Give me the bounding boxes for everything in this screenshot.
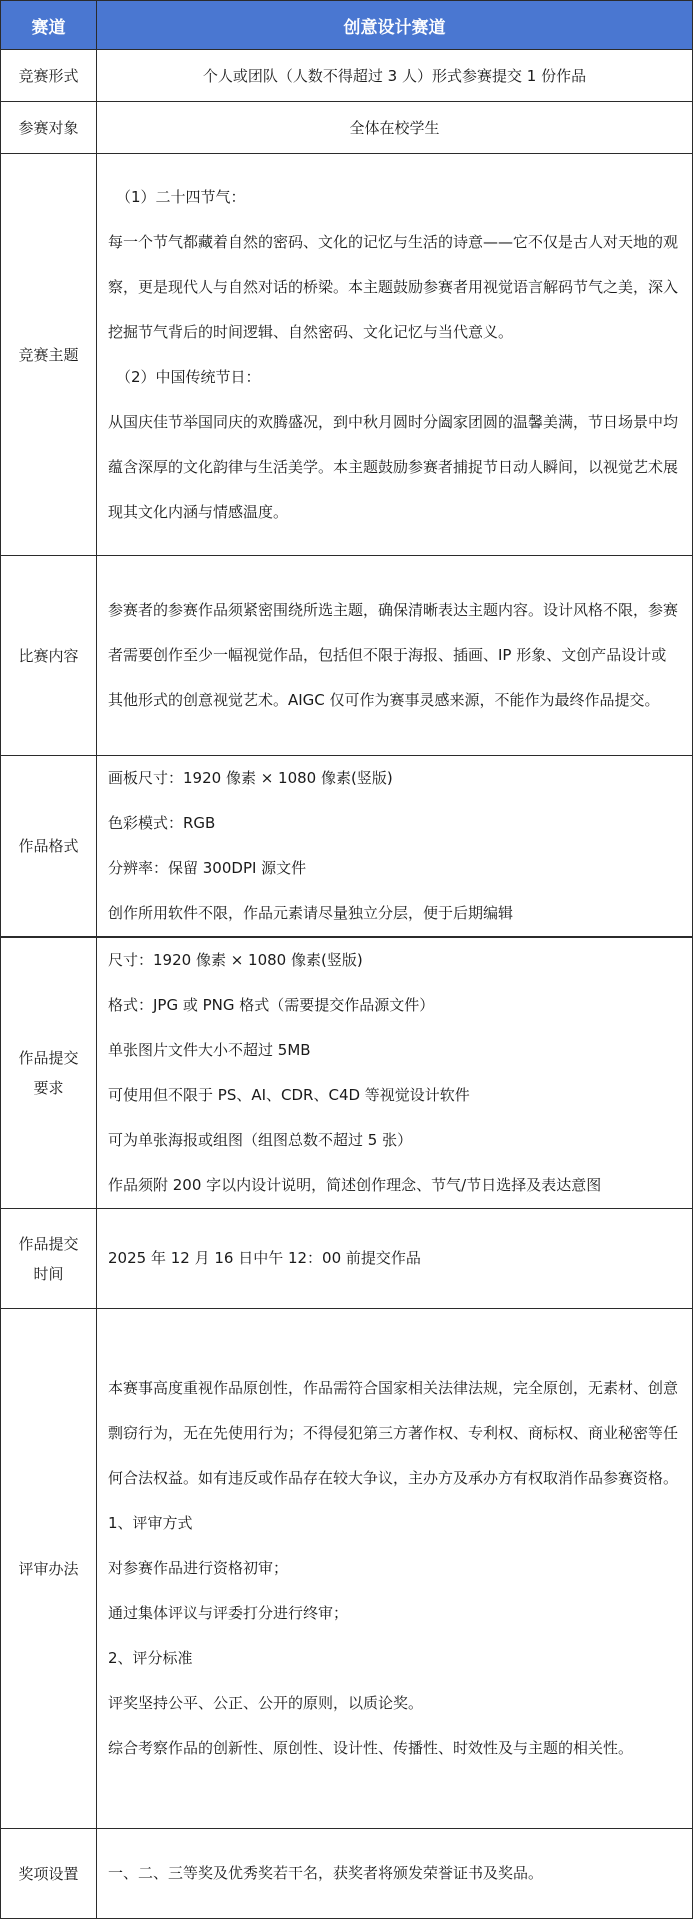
judging-content — [97, 1309, 693, 1829]
submit-line: 单张图片文件大小不超过 5MB — [108, 1041, 311, 1059]
submit-line: 可为单张海报或组图（组图总数不超过 5 张） — [108, 1131, 413, 1149]
judging-line: 综合考察作品的创新性、原创性、设计性、传播性、时效性及与主题的相关性。 — [108, 1739, 634, 1757]
submit-line: 可使用但不限于 PS、AI、CDR、C4D 等视觉设计软件 — [108, 1086, 470, 1104]
deadline-text: 2025 年 12 月 16 日中午 12：00 前提交作品 — [97, 1209, 693, 1309]
row-label-submit — [1, 938, 97, 1209]
table-row — [1, 1309, 693, 1829]
theme-heading-1: （1）二十四节气： — [116, 187, 246, 206]
spec-line: 创作所用软件不限，作品元素请尽量独立分层，便于后期编辑 — [108, 904, 514, 922]
submit-content — [97, 938, 693, 1209]
spec-line: 分辨率：保留 300DPI 源文件 — [108, 859, 307, 877]
submit-label-line1: 作品提交 — [18, 1049, 79, 1067]
judging-paragraph: 本赛事高度重视作品原创性，作品需符合国家相关法律法规，完全原创，无素材、创意剽窃行为，无在先使用行为；不得侵犯第三方著作权、专利权、商标权、商业秘密等任何合法权益。如有违反或作品存在较大争议，主办方及承办方有权取消作品参赛资格。 — [108, 1379, 679, 1487]
deadline-label-line2: 时间 — [33, 1264, 64, 1283]
theme-content — [97, 154, 693, 556]
header-track-name: 创意设计赛道 — [97, 1, 693, 50]
row-label-deadline — [1, 1209, 97, 1309]
row-label-awards: 奖项设置 — [1, 1829, 97, 1919]
table-row — [1, 154, 693, 556]
format-text: 个人或团队（人数不得超过 3 人）形式参赛提交 1 份作品 — [97, 50, 693, 102]
competition-table-part2 — [0, 937, 693, 1919]
table-row — [1, 50, 693, 102]
table-row — [1, 1829, 693, 1919]
table-header-row — [1, 1, 693, 50]
deadline-label-line1: 作品提交 — [18, 1234, 79, 1253]
spec-line: 画板尺寸：1920 像素 × 1080 像素(竖版) — [108, 769, 393, 787]
submit-line: 作品须附 200 字以内设计说明，简述创作理念、节气/节日选择及表达意图 — [108, 1176, 602, 1194]
judging-line: 2、评分标准 — [108, 1649, 193, 1667]
submit-label-line2: 要求 — [33, 1079, 64, 1097]
spec-content — [97, 756, 693, 937]
judging-line: 1、评审方式 — [108, 1514, 193, 1532]
submit-line: 格式：JPG 或 PNG 格式（需要提交作品源文件） — [108, 996, 435, 1014]
submit-line: 尺寸：1920 像素 × 1080 像素(竖版) — [108, 951, 363, 969]
row-label-content: 比赛内容 — [1, 556, 97, 756]
theme-heading-2: （2）中国传统节日： — [116, 367, 261, 386]
table-row — [1, 102, 693, 154]
table-row — [1, 1209, 693, 1309]
row-label-format: 竞赛形式 — [1, 50, 97, 102]
table-row — [1, 756, 693, 937]
table-row — [1, 938, 693, 1209]
theme-paragraph-2: 从国庆佳节举国同庆的欢腾盛况，到中秋月圆时分阖家团圆的温馨美满，节日场景中均蕴含深厚的文化韵律与生活美学。本主题鼓励参赛者捕捉节日动人瞬间，以视觉艺术展现其文化内涵与情感温度。 — [108, 412, 679, 521]
row-label-judging: 评审办法 — [1, 1309, 97, 1829]
awards-text: 一、二、三等奖及优秀奖若干名，获奖者将颁发荣誉证书及奖品。 — [97, 1829, 693, 1919]
competition-table-part1 — [0, 0, 693, 937]
judging-line: 通过集体评议与评委打分进行终审； — [108, 1604, 349, 1622]
row-label-spec: 作品格式 — [1, 756, 97, 937]
judging-line: 评奖坚持公平、公正、公开的原则，以质论奖。 — [108, 1694, 424, 1712]
target-text: 全体在校学生 — [97, 102, 693, 154]
row-label-target: 参赛对象 — [1, 102, 97, 154]
spec-line: 色彩模式：RGB — [108, 814, 216, 832]
theme-paragraph-1: 每一个节气都藏着自然的密码、文化的记忆与生活的诗意——它不仅是古人对天地的观察，更是现代人与自然对话的桥梁。本主题鼓励参赛者用视觉语言解码节气之美，深入挖掘节气背后的时间逻辑、自然密码、文化记忆与当代意义。 — [108, 232, 679, 341]
content-paragraph: 参赛者的参赛作品须紧密围绕所选主题，确保清晰表达主题内容。设计风格不限，参赛者需要创作至少一幅视觉作品，包括但不限于海报、插画、IP 形象、文创产品设计或其他形式的创意视觉艺术。AIGC 仅可作为赛事灵感来源，不能作为最终作品提交。 — [97, 556, 693, 756]
row-label-theme: 竞赛主题 — [1, 154, 97, 556]
judging-line: 对参赛作品进行资格初审； — [108, 1559, 289, 1577]
header-track: 赛道 — [1, 1, 97, 50]
table-row — [1, 556, 693, 756]
